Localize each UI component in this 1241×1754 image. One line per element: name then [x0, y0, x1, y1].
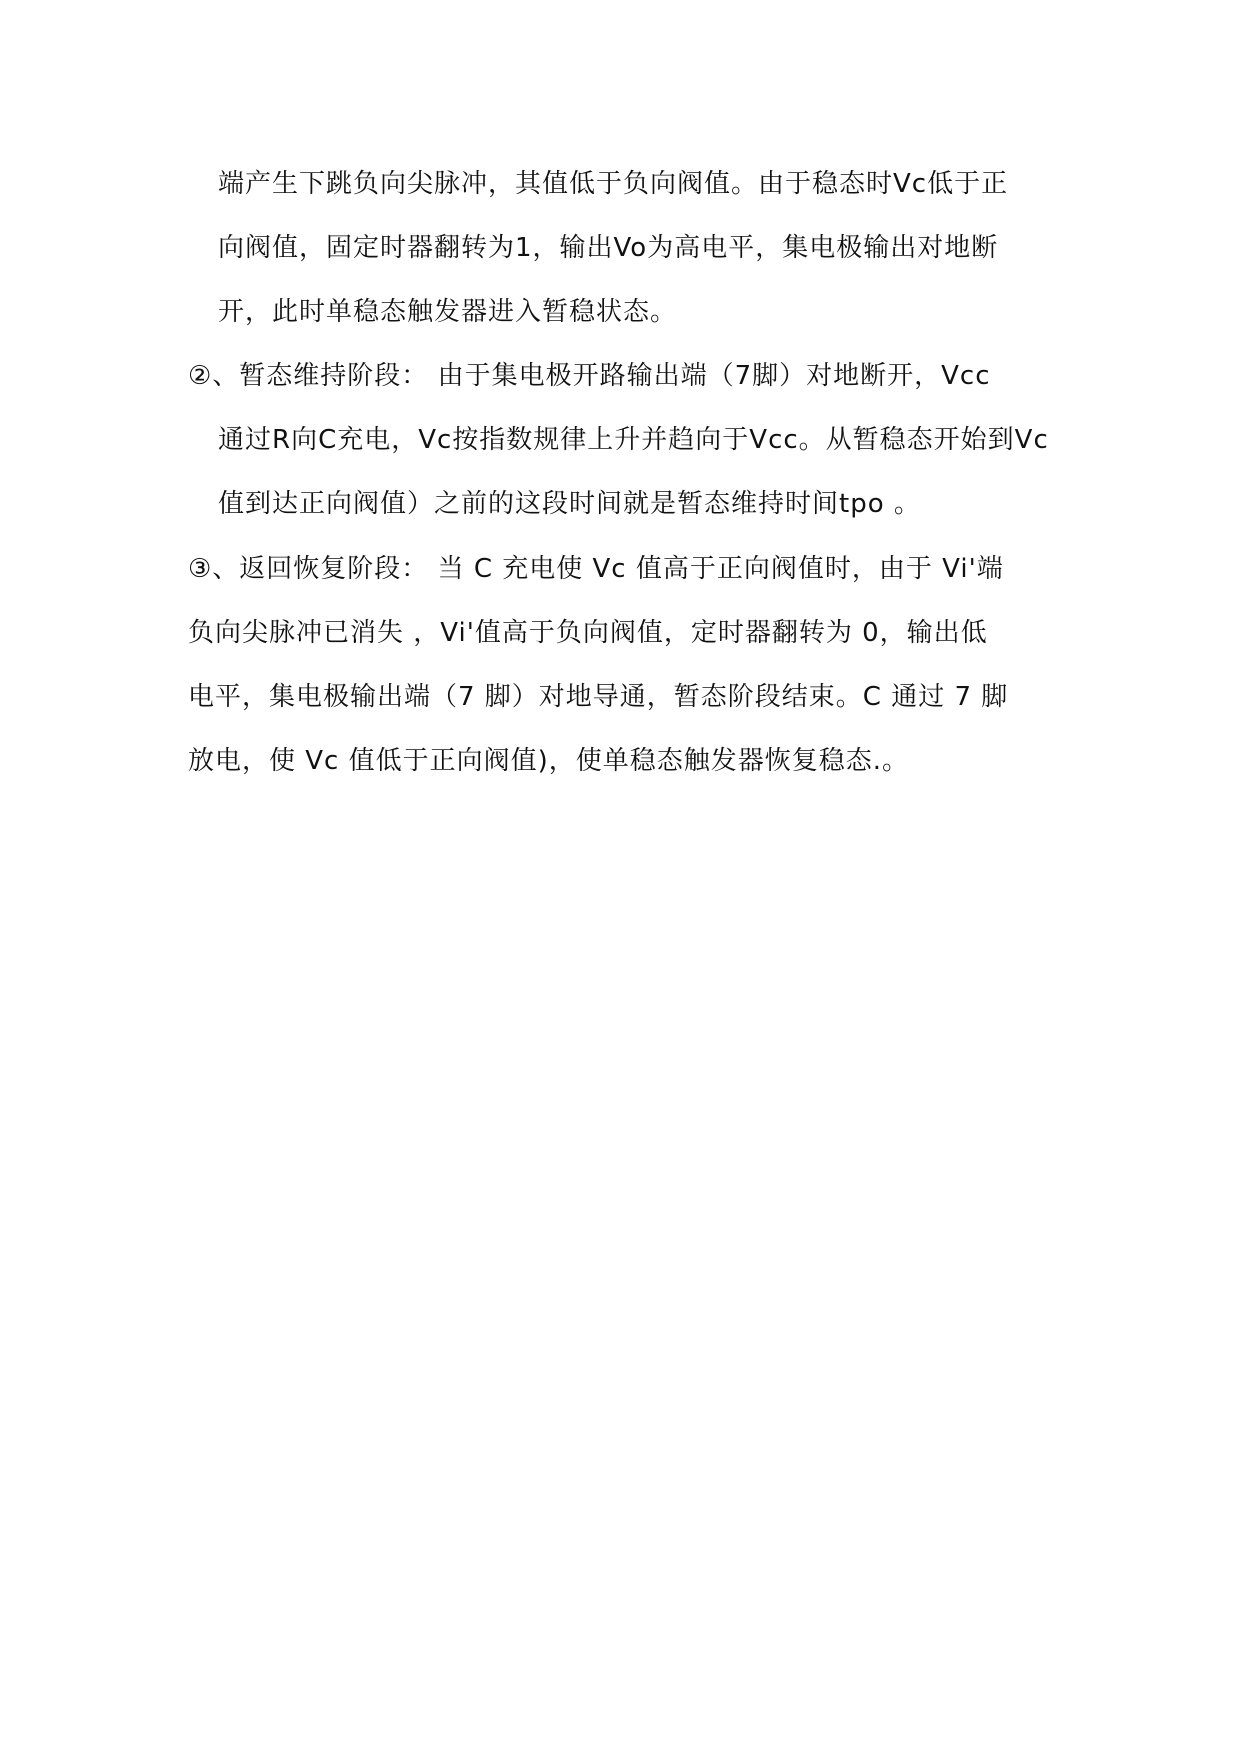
paragraph-line: 值到达正向阀值）之前的这段时间就是暂态维持时间tpo 。	[218, 489, 921, 519]
paragraph-line: 负向尖脉冲已消失 ，Vi'值高于负向阀值，定时器翻转为 0，输出低	[188, 618, 988, 648]
paragraph-line: 放电，使 Vc 值低于正向阀值)，使单稳态触发器恢复稳态.。	[188, 746, 910, 776]
paragraph-line: 端产生下跳负向尖脉冲，其值低于负向阀值。由于稳态时Vc低于正	[218, 169, 1009, 199]
paragraph-line: 向阀值，固定时器翻转为1，输出Vo为高电平，集电极输出对地断	[218, 233, 999, 263]
paragraph-line: 通过R向C充电，Vc按指数规律上升并趋向于Vcc。从暂稳态开始到Vc	[218, 425, 1049, 455]
paragraph-line: 电平，集电极输出端（7 脚）对地导通，暂态阶段结束。C 通过 7 脚	[188, 682, 1009, 712]
section-2-heading-line: ②、暂态维持阶段： 由于集电极开路输出端（7脚）对地断开，Vcc	[188, 361, 991, 391]
paragraph-line: 开，此时单稳态触发器进入暂稳状态。	[218, 297, 678, 327]
section-3-heading-line: ③、返回恢复阶段： 当 C 充电使 Vc 值高于正向阀值时，由于 Vi'端	[188, 554, 1004, 584]
